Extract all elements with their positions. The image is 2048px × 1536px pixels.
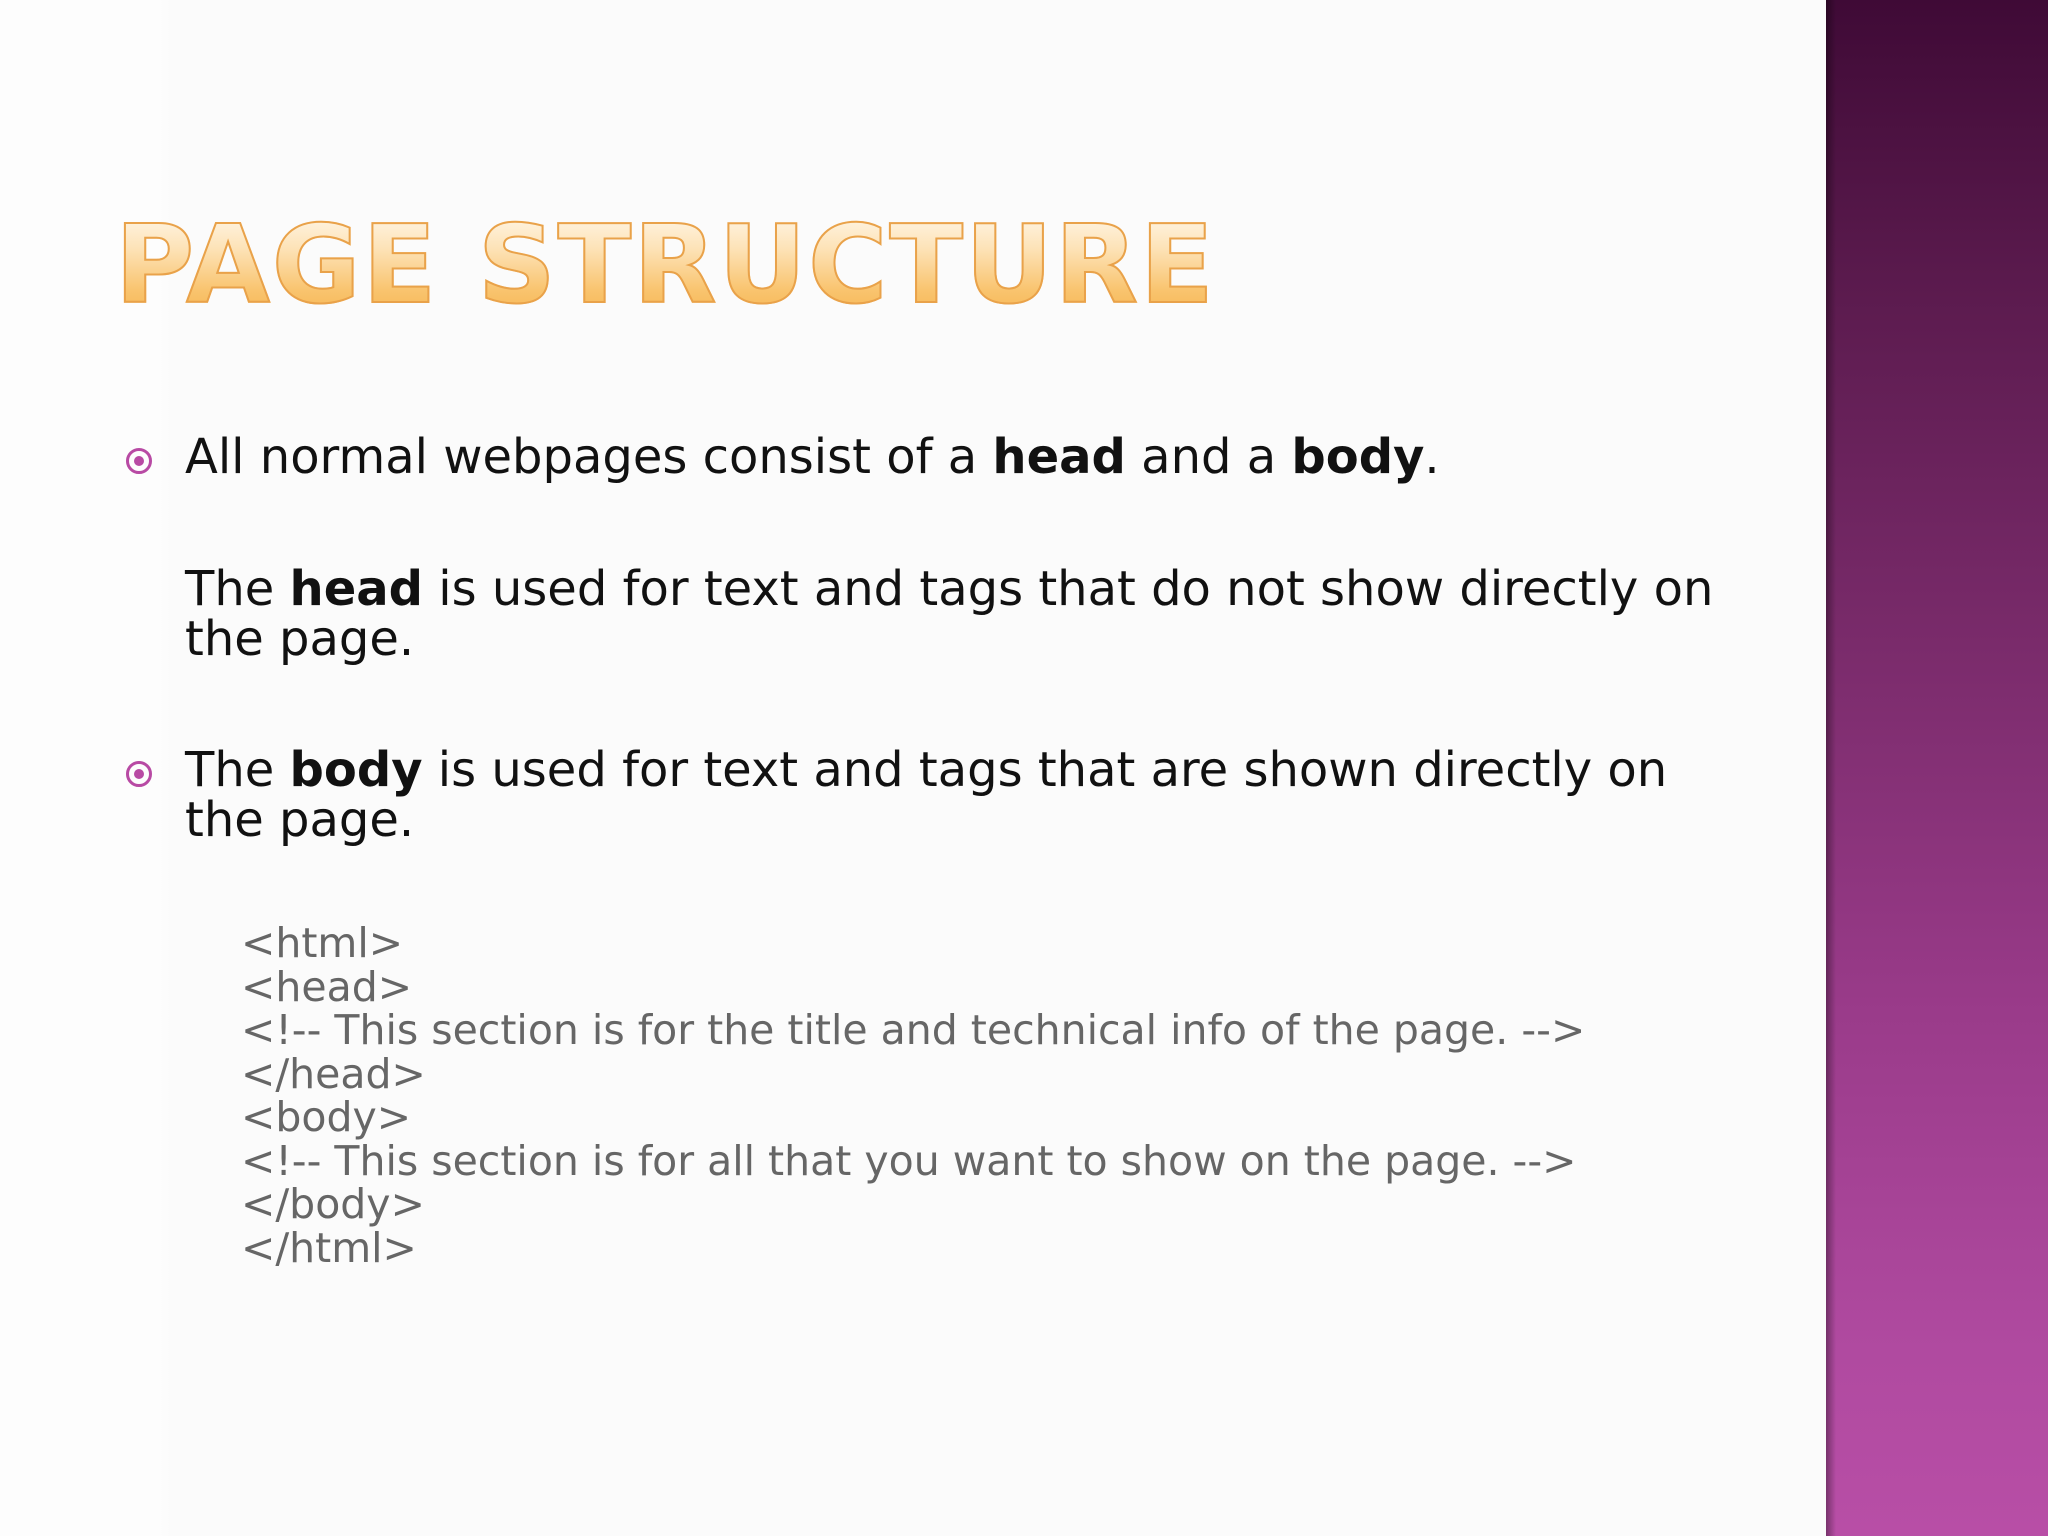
code-line: <head>	[241, 962, 413, 1011]
code-example	[241, 919, 1586, 1272]
code-line: <!-- This section is for the title and technical info of the page. -->	[241, 1006, 1586, 1054]
paragraph-text: is used for text and tags that do not show directly on the page.	[185, 561, 1714, 667]
paragraph-text: The	[185, 561, 290, 617]
paragraph-text: The	[185, 742, 290, 798]
code-line: <html>	[241, 919, 404, 967]
paragraph-text: .	[1424, 429, 1440, 485]
paragraph-text: is used for text and tags that are shown directly on the page.	[185, 742, 1668, 848]
code-line: </html>	[241, 1223, 417, 1272]
paragraph-bold-term: head	[992, 429, 1126, 485]
paragraph-text: and a	[1125, 429, 1292, 485]
paragraph-head-and-body	[185, 429, 1745, 485]
bullet-icon	[126, 448, 152, 474]
code-line: </head>	[241, 1049, 426, 1098]
decorative-side-band	[1826, 0, 2048, 1536]
slide-title: PAGE STRUCTURE	[115, 203, 1216, 328]
paragraph-bold-term: body	[289, 742, 423, 798]
code-line: <!-- This section is for all that you want to show on the page. -->	[241, 1136, 1577, 1185]
paragraph-body-description	[185, 742, 1745, 848]
code-line: </body>	[241, 1180, 425, 1228]
paragraph-bold-term: body	[1291, 429, 1425, 485]
code-line: <body>	[241, 1093, 412, 1141]
paragraph-head-description	[185, 561, 1745, 667]
bullet-icon	[126, 761, 152, 787]
paragraph-text: All normal webpages consist of a	[185, 429, 993, 485]
paragraph-bold-term: head	[289, 561, 424, 617]
